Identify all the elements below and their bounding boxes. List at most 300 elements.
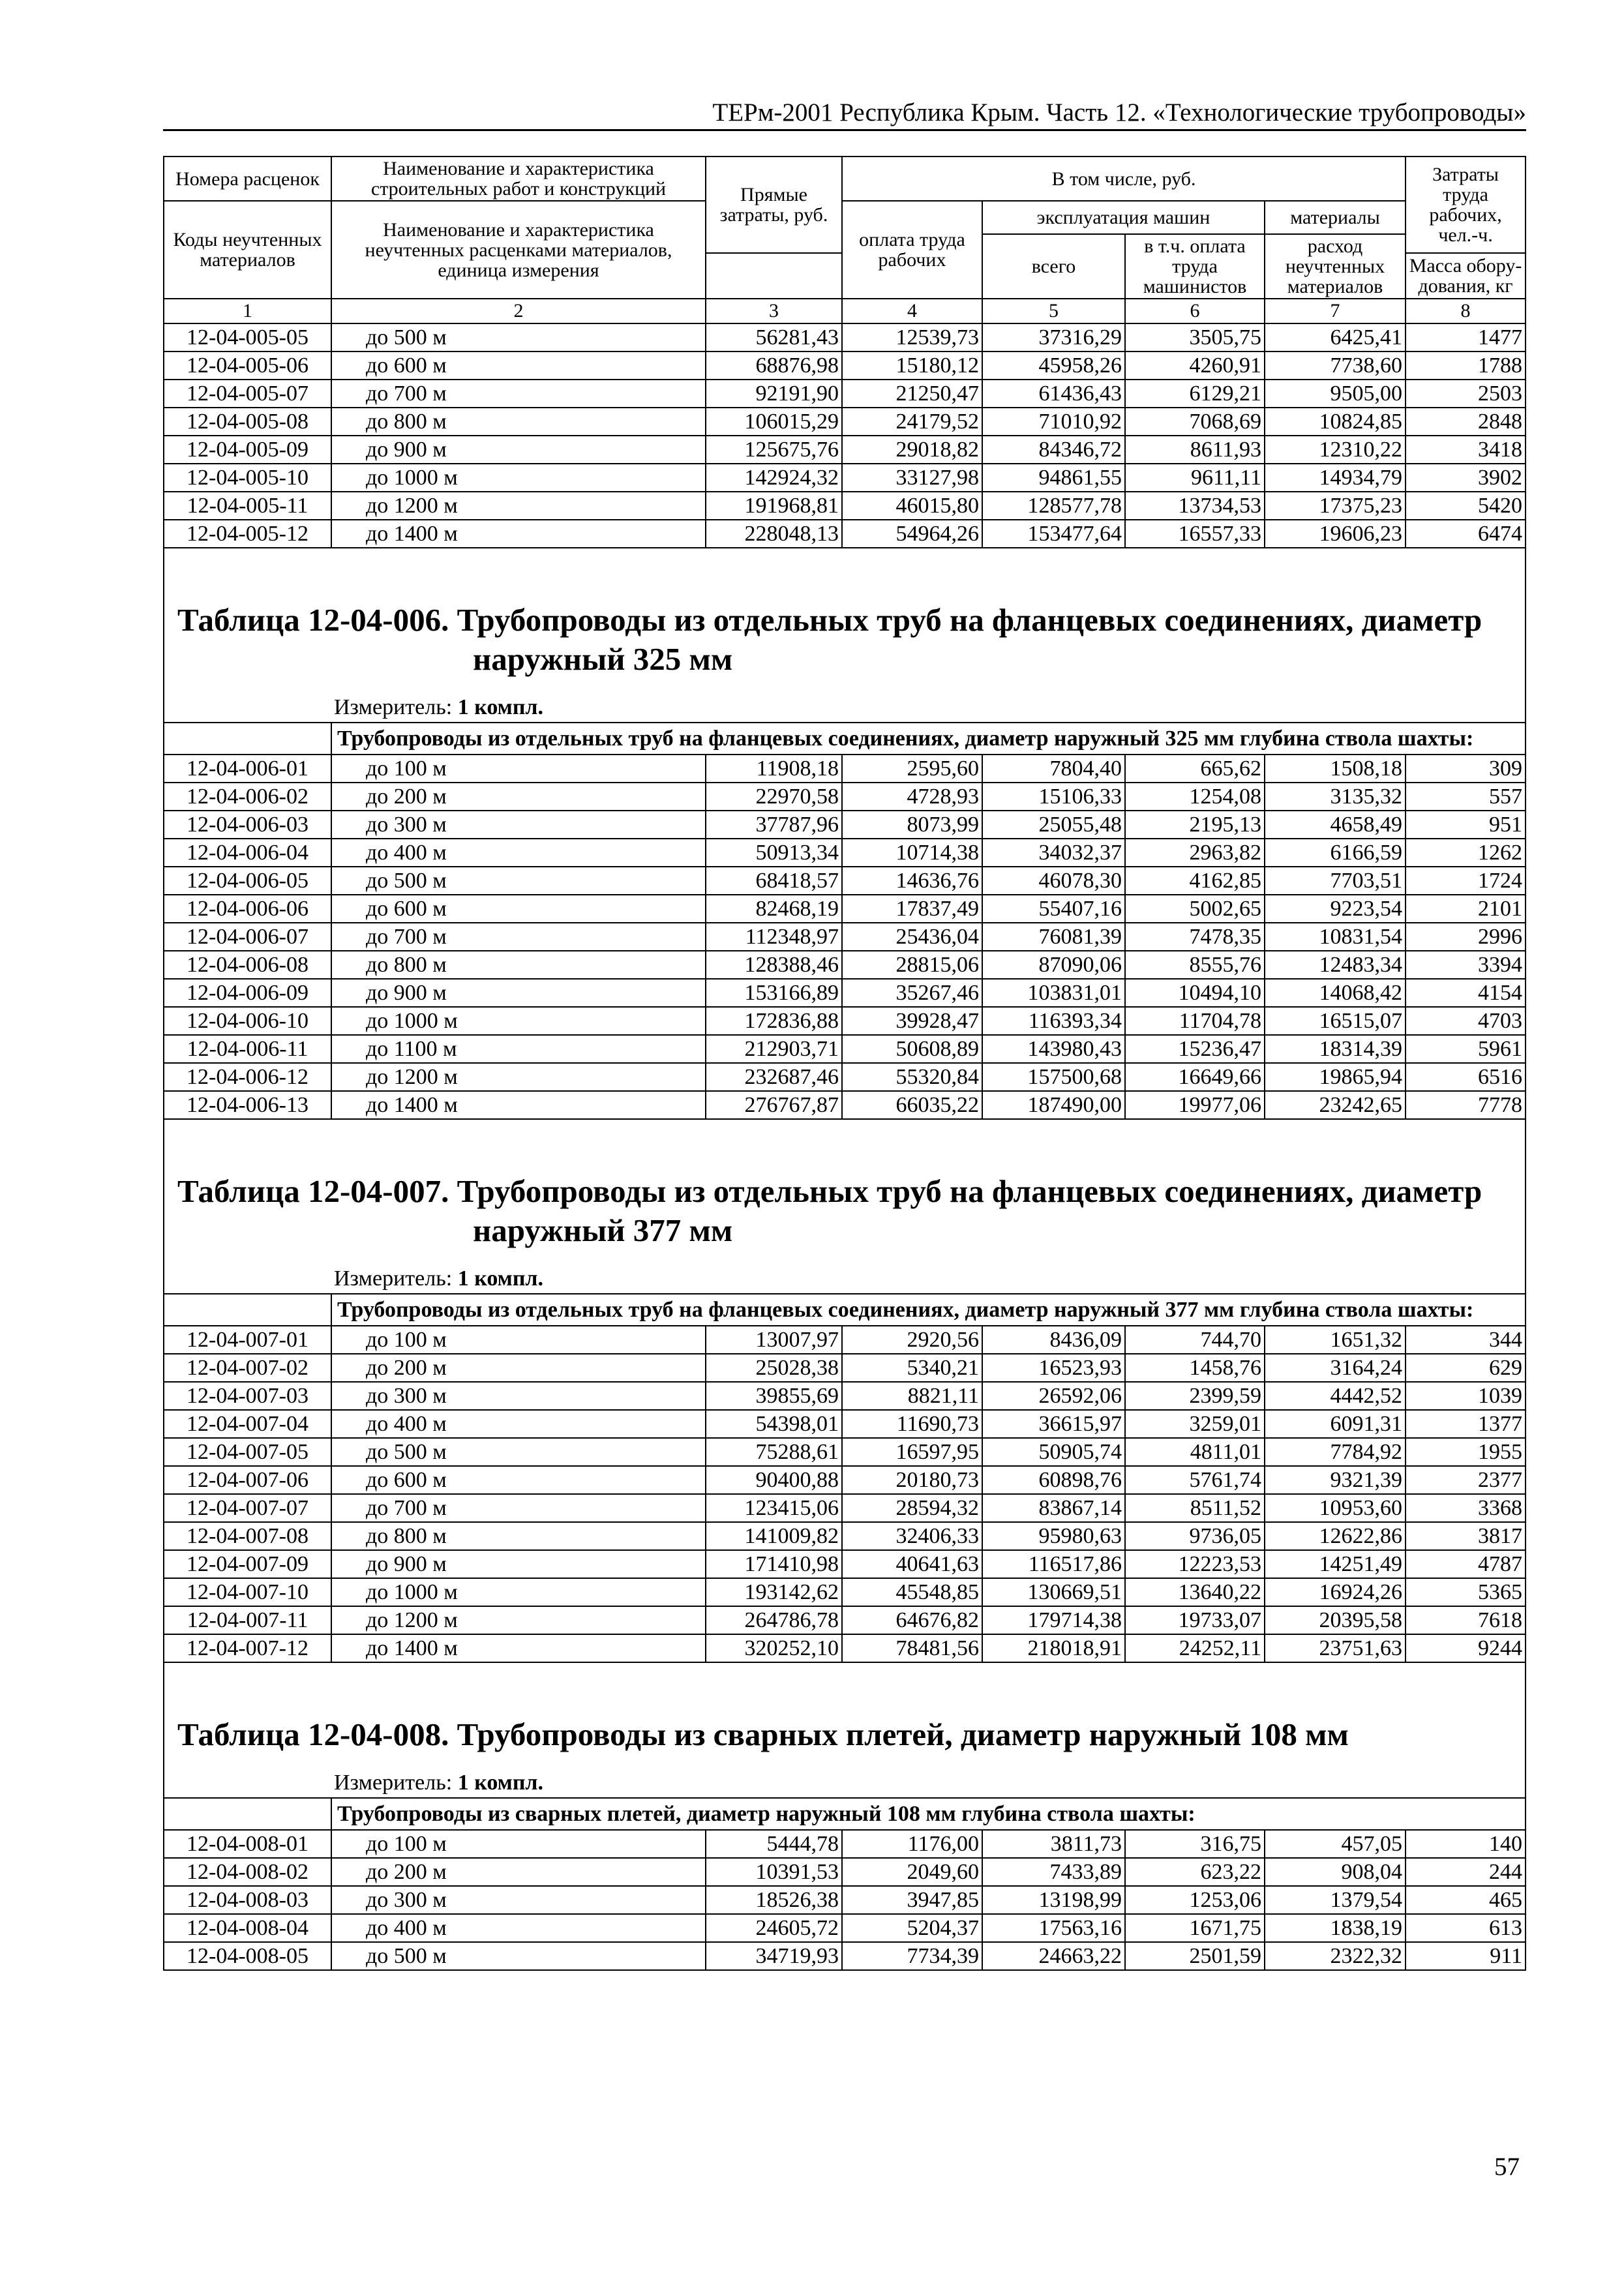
rate-code: 12-04-006-12	[164, 1063, 331, 1091]
table-row	[164, 1007, 1526, 1035]
machinists-pay: 15236,47	[1125, 1035, 1265, 1063]
rate-code: 12-04-006-05	[164, 867, 331, 895]
machines-total: 103831,01	[982, 979, 1125, 1007]
rate-code: 12-04-005-12	[164, 520, 331, 548]
materials-cost: 457,05	[1265, 1830, 1406, 1858]
table-row	[164, 520, 1526, 548]
table-row	[164, 1522, 1526, 1550]
rate-code: 12-04-005-11	[164, 492, 331, 520]
machinists-pay: 7068,69	[1125, 408, 1265, 436]
materials-cost: 14934,79	[1265, 464, 1406, 492]
direct-costs: 106015,29	[706, 408, 842, 436]
workers-pay: 11690,73	[842, 1410, 982, 1438]
machinists-pay: 2399,59	[1125, 1382, 1265, 1410]
materials-cost: 9223,54	[1265, 895, 1406, 923]
materials-cost: 908,04	[1265, 1858, 1406, 1886]
direct-costs: 68876,98	[706, 352, 842, 380]
work-name: до 800 м	[331, 951, 706, 979]
workers-pay: 12539,73	[842, 323, 982, 352]
unit-blank	[164, 693, 331, 723]
machinists-pay: 2501,59	[1125, 1942, 1265, 1970]
table-row	[164, 895, 1526, 923]
machines-total: 187490,00	[982, 1091, 1125, 1119]
labor-hours: 5961	[1406, 1035, 1526, 1063]
materials-cost: 9505,00	[1265, 380, 1406, 408]
direct-costs: 212903,71	[706, 1035, 842, 1063]
labor-hours: 6516	[1406, 1063, 1526, 1091]
materials-cost: 16924,26	[1265, 1578, 1406, 1606]
materials-cost: 1651,32	[1265, 1326, 1406, 1354]
rate-code: 12-04-007-10	[164, 1578, 331, 1606]
col-number-4: 4	[842, 299, 982, 323]
col-number-7: 7	[1265, 299, 1406, 323]
direct-costs: 68418,57	[706, 867, 842, 895]
direct-costs: 37787,96	[706, 811, 842, 839]
materials-cost: 7784,92	[1265, 1438, 1406, 1466]
workers-pay: 10714,38	[842, 839, 982, 867]
rate-code: 12-04-007-03	[164, 1382, 331, 1410]
workers-pay: 40641,63	[842, 1550, 982, 1578]
machines-total: 34032,37	[982, 839, 1125, 867]
workers-pay: 28594,32	[842, 1494, 982, 1522]
labor-hours: 911	[1406, 1942, 1526, 1970]
labor-hours: 4703	[1406, 1007, 1526, 1035]
workers-pay: 24179,52	[842, 408, 982, 436]
group-row	[164, 1294, 1526, 1326]
direct-costs: 276767,87	[706, 1091, 842, 1119]
workers-pay: 50608,89	[842, 1035, 982, 1063]
col-head-material-name: Наименование и характеристика неучтенных расценками материалов, единица измерения	[331, 201, 706, 299]
workers-pay: 3947,85	[842, 1886, 982, 1914]
unit-label: Измеритель:	[334, 1266, 453, 1291]
rate-code: 12-04-007-11	[164, 1606, 331, 1634]
work-name: до 900 м	[331, 1550, 706, 1578]
table-row	[164, 1035, 1526, 1063]
machines-total: 95980,63	[982, 1522, 1125, 1550]
labor-hours: 1262	[1406, 839, 1526, 867]
rate-code: 12-04-006-10	[164, 1007, 331, 1035]
materials-cost: 14251,49	[1265, 1550, 1406, 1578]
table-title	[164, 561, 1526, 693]
machines-total: 16523,93	[982, 1354, 1125, 1382]
work-name: до 500 м	[331, 867, 706, 895]
spacer-cell	[164, 1662, 1526, 1676]
materials-cost: 10831,54	[1265, 923, 1406, 951]
labor-hours: 140	[1406, 1830, 1526, 1858]
rate-code: 12-04-007-06	[164, 1466, 331, 1494]
machinists-pay: 11704,78	[1125, 1007, 1265, 1035]
work-name: до 400 м	[331, 839, 706, 867]
machines-total: 7433,89	[982, 1858, 1125, 1886]
rate-code: 12-04-007-02	[164, 1354, 331, 1382]
table-row	[164, 1354, 1526, 1382]
rate-code: 12-04-007-05	[164, 1438, 331, 1466]
machinists-pay: 665,62	[1125, 755, 1265, 783]
machinists-pay: 19977,06	[1125, 1091, 1265, 1119]
labor-hours: 3418	[1406, 436, 1526, 464]
col-head-including: В том числе, руб.	[842, 157, 1406, 201]
table-row	[164, 923, 1526, 951]
labor-hours: 9244	[1406, 1634, 1526, 1662]
col-head-machines: эксплуатация машин	[982, 201, 1265, 234]
machines-total: 25055,48	[982, 811, 1125, 839]
section-spacer	[164, 548, 1526, 561]
table-row	[164, 380, 1526, 408]
labor-hours: 344	[1406, 1326, 1526, 1354]
rate-code: 12-04-007-09	[164, 1550, 331, 1578]
table-title-line1: Таблица 12-04-007. Трубопроводы из отдельных труб на фланцевых соединениях, диаметр	[177, 1173, 1482, 1209]
col-head-work-name: Наименование и характеристика строительных работ и конструкций	[331, 157, 706, 201]
workers-pay: 2595,60	[842, 755, 982, 783]
machines-total: 55407,16	[982, 895, 1125, 923]
table-row	[164, 783, 1526, 811]
work-name: до 300 м	[331, 811, 706, 839]
direct-costs: 25028,38	[706, 1354, 842, 1382]
machinists-pay: 744,70	[1125, 1326, 1265, 1354]
workers-pay: 14636,76	[842, 867, 982, 895]
table-row	[164, 436, 1526, 464]
unit-blank	[164, 1769, 331, 1798]
machinists-pay: 4260,91	[1125, 352, 1265, 380]
group-row	[164, 1798, 1526, 1830]
direct-costs: 22970,58	[706, 783, 842, 811]
machinists-pay: 10494,10	[1125, 979, 1265, 1007]
table-row	[164, 1326, 1526, 1354]
direct-costs: 112348,97	[706, 923, 842, 951]
labor-hours: 1955	[1406, 1438, 1526, 1466]
measure-unit-row	[164, 1769, 1526, 1798]
header-text: ТЕРм-2001 Республика Крым. Часть 12. «Технологические трубопроводы»	[712, 98, 1526, 127]
workers-pay: 29018,82	[842, 436, 982, 464]
machinists-pay: 3259,01	[1125, 1410, 1265, 1438]
machines-total: 37316,29	[982, 323, 1125, 352]
table-row	[164, 1438, 1526, 1466]
machinists-pay: 13640,22	[1125, 1578, 1265, 1606]
materials-cost: 6091,31	[1265, 1410, 1406, 1438]
work-name: до 800 м	[331, 1522, 706, 1550]
workers-pay: 21250,47	[842, 380, 982, 408]
labor-hours: 3394	[1406, 951, 1526, 979]
spacer-cell	[164, 1119, 1526, 1133]
col-head-materials: материалы	[1265, 201, 1406, 234]
materials-cost: 7738,60	[1265, 352, 1406, 380]
rate-code: 12-04-006-02	[164, 783, 331, 811]
work-name: до 900 м	[331, 979, 706, 1007]
work-name: до 200 м	[331, 783, 706, 811]
machines-total: 15106,33	[982, 783, 1125, 811]
direct-costs: 5444,78	[706, 1830, 842, 1858]
rate-code: 12-04-006-01	[164, 755, 331, 783]
labor-hours: 3817	[1406, 1522, 1526, 1550]
workers-pay: 78481,56	[842, 1634, 982, 1662]
machines-total: 116393,34	[982, 1007, 1125, 1035]
labor-hours: 1039	[1406, 1382, 1526, 1410]
materials-cost: 17375,23	[1265, 492, 1406, 520]
machinists-pay: 1671,75	[1125, 1914, 1265, 1942]
workers-pay: 5204,37	[842, 1914, 982, 1942]
unit-value: 1 компл.	[457, 695, 544, 719]
machinists-pay: 316,75	[1125, 1830, 1265, 1858]
rate-code: 12-04-005-09	[164, 436, 331, 464]
materials-cost: 1508,18	[1265, 755, 1406, 783]
section-spacer	[164, 1119, 1526, 1133]
machines-total: 45958,26	[982, 352, 1125, 380]
labor-hours: 3368	[1406, 1494, 1526, 1522]
machines-total: 3811,73	[982, 1830, 1125, 1858]
col-head-machinists-pay: в т.ч. оплата труда машинистов	[1125, 234, 1265, 299]
materials-cost: 10953,60	[1265, 1494, 1406, 1522]
table-body	[164, 323, 1526, 1970]
workers-pay: 25436,04	[842, 923, 982, 951]
direct-costs: 11908,18	[706, 755, 842, 783]
labor-hours: 5420	[1406, 492, 1526, 520]
work-name: до 900 м	[331, 436, 706, 464]
col-number-1: 1	[164, 299, 331, 323]
table-header	[164, 157, 1526, 323]
work-name: до 700 м	[331, 923, 706, 951]
work-name: до 1200 м	[331, 1606, 706, 1634]
table-row	[164, 1858, 1526, 1886]
unit-value: 1 компл.	[457, 1266, 544, 1291]
work-name: до 500 м	[331, 323, 706, 352]
machinists-pay: 623,22	[1125, 1858, 1265, 1886]
machines-total: 84346,72	[982, 436, 1125, 464]
machines-total: 83867,14	[982, 1494, 1125, 1522]
group-heading: Трубопроводы из отдельных труб на фланцевых соединениях, диаметр наружный 377 мм глубина ствола шахты:	[331, 1294, 1526, 1326]
labor-hours: 7778	[1406, 1091, 1526, 1119]
labor-hours: 613	[1406, 1914, 1526, 1942]
rate-code: 12-04-008-04	[164, 1914, 331, 1942]
machinists-pay: 2195,13	[1125, 811, 1265, 839]
group-heading: Трубопроводы из сварных плетей, диаметр наружный 108 мм глубина ствола шахты:	[331, 1798, 1526, 1830]
col-head-direct-costs-cont	[706, 253, 842, 299]
machines-total: 218018,91	[982, 1634, 1125, 1662]
rate-code: 12-04-007-01	[164, 1326, 331, 1354]
workers-pay: 39928,47	[842, 1007, 982, 1035]
col-head-equipment-mass: Масса обору-дования, кг	[1406, 253, 1526, 299]
direct-costs: 191968,81	[706, 492, 842, 520]
col-head-labor-costs: Затраты труда рабочих, чел.-ч.	[1406, 157, 1526, 253]
labor-hours: 465	[1406, 1886, 1526, 1914]
work-name: до 1100 м	[331, 1035, 706, 1063]
materials-cost: 2322,32	[1265, 1942, 1406, 1970]
work-name: до 1200 м	[331, 1063, 706, 1091]
col-head-machines-total: всего	[982, 234, 1125, 299]
machines-total: 17563,16	[982, 1914, 1125, 1942]
direct-costs: 90400,88	[706, 1466, 842, 1494]
table-row	[164, 1634, 1526, 1662]
machines-total: 153477,64	[982, 520, 1125, 548]
work-name: до 700 м	[331, 380, 706, 408]
workers-pay: 15180,12	[842, 352, 982, 380]
unit-blank	[164, 1264, 331, 1294]
labor-hours: 629	[1406, 1354, 1526, 1382]
table-title	[164, 1676, 1526, 1769]
workers-pay: 33127,98	[842, 464, 982, 492]
materials-cost: 14068,42	[1265, 979, 1406, 1007]
work-name: до 400 м	[331, 1410, 706, 1438]
work-name: до 1400 м	[331, 1091, 706, 1119]
labor-hours: 1477	[1406, 323, 1526, 352]
direct-costs: 34719,93	[706, 1942, 842, 1970]
materials-cost: 19606,23	[1265, 520, 1406, 548]
col-number-3: 3	[706, 299, 842, 323]
work-name: до 200 м	[331, 1354, 706, 1382]
workers-pay: 20180,73	[842, 1466, 982, 1494]
direct-costs: 153166,89	[706, 979, 842, 1007]
work-name: до 400 м	[331, 1914, 706, 1942]
labor-hours: 6474	[1406, 520, 1526, 548]
machines-total: 61436,43	[982, 380, 1125, 408]
col-head-rate-numbers: Номера расценок	[164, 157, 331, 201]
table-title-line1: Таблица 12-04-008. Трубопроводы из сварных плетей, диаметр наружный 108 мм	[177, 1716, 1349, 1752]
workers-pay: 2049,60	[842, 1858, 982, 1886]
col-head-workers-pay: оплата труда рабочих	[842, 201, 982, 299]
machinists-pay: 9736,05	[1125, 1522, 1265, 1550]
labor-hours: 7618	[1406, 1606, 1526, 1634]
direct-costs: 128388,46	[706, 951, 842, 979]
machines-total: 128577,78	[982, 492, 1125, 520]
labor-hours: 1724	[1406, 867, 1526, 895]
machinists-pay: 12223,53	[1125, 1550, 1265, 1578]
labor-hours: 557	[1406, 783, 1526, 811]
direct-costs: 142924,32	[706, 464, 842, 492]
machines-total: 60898,76	[982, 1466, 1125, 1494]
group-blank	[164, 723, 331, 755]
rate-code: 12-04-006-03	[164, 811, 331, 839]
rate-code: 12-04-006-07	[164, 923, 331, 951]
machinists-pay: 3505,75	[1125, 323, 1265, 352]
rate-code: 12-04-006-06	[164, 895, 331, 923]
labor-hours: 244	[1406, 1858, 1526, 1886]
work-name: до 800 м	[331, 408, 706, 436]
workers-pay: 64676,82	[842, 1606, 982, 1634]
work-name: до 300 м	[331, 1382, 706, 1410]
labor-hours: 309	[1406, 755, 1526, 783]
work-name: до 100 м	[331, 1830, 706, 1858]
workers-pay: 17837,49	[842, 895, 982, 923]
machinists-pay: 24252,11	[1125, 1634, 1265, 1662]
machinists-pay: 5761,74	[1125, 1466, 1265, 1494]
materials-cost: 9321,39	[1265, 1466, 1406, 1494]
machines-total: 26592,06	[982, 1382, 1125, 1410]
table-row	[164, 1494, 1526, 1522]
labor-hours: 951	[1406, 811, 1526, 839]
direct-costs: 10391,53	[706, 1858, 842, 1886]
machinists-pay: 4162,85	[1125, 867, 1265, 895]
labor-hours: 1377	[1406, 1410, 1526, 1438]
direct-costs: 125675,76	[706, 436, 842, 464]
table-title-line1: Таблица 12-04-006. Трубопроводы из отдельных труб на фланцевых соединениях, диаметр	[177, 602, 1482, 638]
rate-code: 12-04-007-08	[164, 1522, 331, 1550]
col-head-material-consumption: расход неучтенных материалов	[1265, 234, 1406, 299]
table-row	[164, 408, 1526, 436]
rate-code: 12-04-005-08	[164, 408, 331, 436]
page-number: 57	[1494, 2153, 1520, 2181]
workers-pay: 35267,46	[842, 979, 982, 1007]
machines-total: 50905,74	[982, 1438, 1125, 1466]
machines-total: 46078,30	[982, 867, 1125, 895]
direct-costs: 75288,61	[706, 1438, 842, 1466]
machines-total: 179714,38	[982, 1606, 1125, 1634]
direct-costs: 24605,72	[706, 1914, 842, 1942]
work-name: до 1000 м	[331, 464, 706, 492]
table-row	[164, 352, 1526, 380]
materials-cost: 7703,51	[1265, 867, 1406, 895]
direct-costs: 172836,88	[706, 1007, 842, 1035]
workers-pay: 32406,33	[842, 1522, 982, 1550]
materials-cost: 4442,52	[1265, 1382, 1406, 1410]
machinists-pay: 8555,76	[1125, 951, 1265, 979]
materials-cost: 6166,59	[1265, 839, 1406, 867]
table-row	[164, 323, 1526, 352]
machinists-pay: 16649,66	[1125, 1063, 1265, 1091]
materials-cost: 20395,58	[1265, 1606, 1406, 1634]
work-name: до 600 м	[331, 1466, 706, 1494]
rate-code: 12-04-005-06	[164, 352, 331, 380]
machinists-pay: 9611,11	[1125, 464, 1265, 492]
price-table	[163, 156, 1526, 1971]
table-row	[164, 979, 1526, 1007]
work-name: до 100 м	[331, 1326, 706, 1354]
direct-costs: 141009,82	[706, 1522, 842, 1550]
table-title	[164, 1133, 1526, 1264]
rate-code: 12-04-006-11	[164, 1035, 331, 1063]
labor-hours: 2848	[1406, 408, 1526, 436]
work-name: до 200 м	[331, 1858, 706, 1886]
work-name: до 1200 м	[331, 492, 706, 520]
machinists-pay: 8511,52	[1125, 1494, 1265, 1522]
unit-label: Измеритель:	[334, 695, 453, 719]
materials-cost: 16515,07	[1265, 1007, 1406, 1035]
machinists-pay: 4811,01	[1125, 1438, 1265, 1466]
work-name: до 1400 м	[331, 1634, 706, 1662]
machinists-pay: 1254,08	[1125, 783, 1265, 811]
direct-costs: 13007,97	[706, 1326, 842, 1354]
work-name: до 500 м	[331, 1942, 706, 1970]
direct-costs: 82468,19	[706, 895, 842, 923]
direct-costs: 50913,34	[706, 839, 842, 867]
direct-costs: 123415,06	[706, 1494, 842, 1522]
machinists-pay: 19733,07	[1125, 1606, 1265, 1634]
machinists-pay: 6129,21	[1125, 380, 1265, 408]
direct-costs: 18526,38	[706, 1886, 842, 1914]
labor-hours: 4154	[1406, 979, 1526, 1007]
machines-total: 7804,40	[982, 755, 1125, 783]
table-row	[164, 1466, 1526, 1494]
col-number-6: 6	[1125, 299, 1265, 323]
workers-pay: 46015,80	[842, 492, 982, 520]
machines-total: 8436,09	[982, 1326, 1125, 1354]
direct-costs: 232687,46	[706, 1063, 842, 1091]
machines-total: 71010,92	[982, 408, 1125, 436]
direct-costs: 39855,69	[706, 1382, 842, 1410]
machinists-pay: 13734,53	[1125, 492, 1265, 520]
machinists-pay: 16557,33	[1125, 520, 1265, 548]
table-row	[164, 1886, 1526, 1914]
work-name: до 500 м	[331, 1438, 706, 1466]
machines-total: 76081,39	[982, 923, 1125, 951]
section-spacer	[164, 1662, 1526, 1676]
rate-code: 12-04-007-07	[164, 1494, 331, 1522]
group-heading: Трубопроводы из отдельных труб на фланцевых соединениях, диаметр наружный 325 мм глубина ствола шахты:	[331, 723, 1526, 755]
machinists-pay: 1458,76	[1125, 1354, 1265, 1382]
rate-code: 12-04-008-02	[164, 1858, 331, 1886]
spacer-cell	[164, 548, 1526, 561]
labor-hours: 2101	[1406, 895, 1526, 923]
labor-hours: 2377	[1406, 1466, 1526, 1494]
direct-costs: 193142,62	[706, 1578, 842, 1606]
